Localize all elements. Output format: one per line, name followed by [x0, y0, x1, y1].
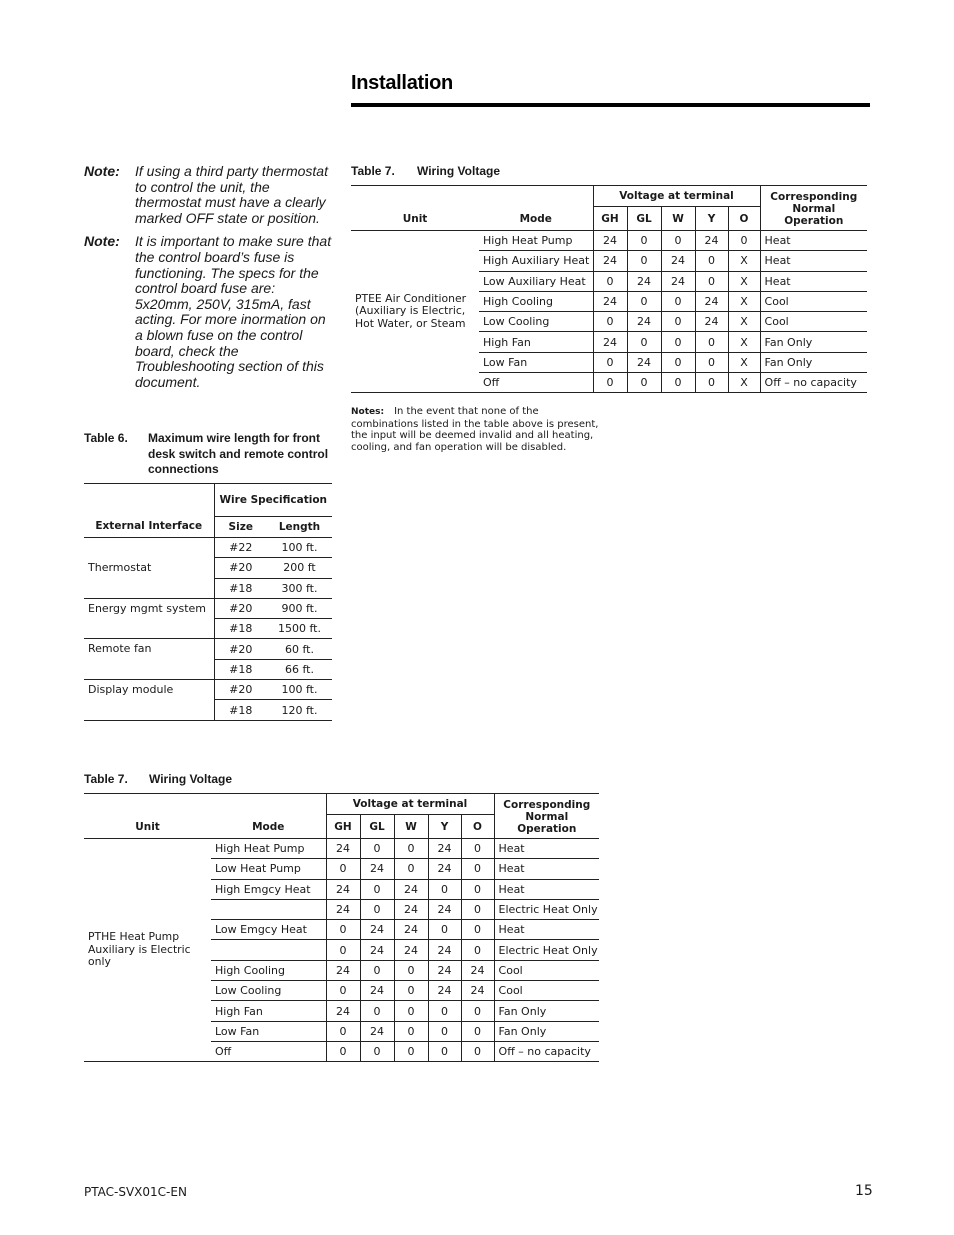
gl-cell: 24 [627, 271, 661, 291]
gl-cell: 0 [360, 1001, 394, 1021]
size-cell: #18 [214, 659, 267, 679]
mode-cell: Low Emgcy Heat [211, 920, 326, 940]
y-cell: 24 [428, 940, 461, 960]
o-cell: 24 [461, 981, 494, 1001]
note-item [84, 164, 332, 226]
y-cell: 0 [695, 352, 728, 372]
gl-cell: 0 [627, 291, 661, 311]
unit-cell: PTEE Air Conditioner (Auxiliary is Electric, Hot Water, or Steam [351, 231, 479, 393]
gl-cell: 24 [360, 940, 394, 960]
y-cell: 24 [428, 981, 461, 1001]
gh-cell: 24 [593, 291, 627, 311]
operation-cell: Electric Heat Only [494, 940, 599, 960]
col-header-corresponding: Corresponding Normal Operation [494, 794, 599, 839]
gl-cell: 0 [360, 879, 394, 899]
y-cell: 24 [428, 960, 461, 980]
operation-cell: Electric Heat Only [494, 899, 599, 919]
o-cell: 0 [461, 1041, 494, 1061]
operation-cell: Heat [760, 231, 867, 251]
notes-text: In the event that none of the combinations listed in the table above is present, the input will be deemed invalid and all heating, cooling, and fan operation will be disabled. [351, 406, 599, 453]
gh-cell: 0 [326, 920, 360, 940]
operation-cell: Fan Only [760, 332, 867, 352]
w-cell: 24 [661, 271, 695, 291]
table-row [84, 538, 332, 558]
w-cell: 0 [661, 373, 695, 393]
mode-cell: Low Cooling [479, 312, 593, 332]
table7b-caption [84, 772, 232, 788]
gl-cell: 0 [627, 231, 661, 251]
col-header-o: O [728, 207, 760, 231]
note-text: It is important to make sure that the control board’s fuse is functioning. The specs for the control board fuse are: 5x20mm, 250V, 315mA, fast acting. For more inormation on a blown fuse on the control board, check the Troubleshooting section of this document. [135, 233, 332, 390]
gh-cell: 24 [593, 332, 627, 352]
o-cell: 0 [461, 940, 494, 960]
o-cell: 0 [461, 879, 494, 899]
table7a-body [351, 231, 867, 393]
table-title: Wiring Voltage [149, 772, 233, 786]
gl-cell: 0 [627, 332, 661, 352]
operation-cell: Fan Only [494, 1001, 599, 1021]
mode-cell: High Cooling [211, 960, 326, 980]
col-header-gl: GL [627, 207, 661, 231]
w-cell: 0 [661, 352, 695, 372]
operation-cell: Heat [494, 879, 599, 899]
y-cell: 0 [428, 1041, 461, 1061]
o-cell: 24 [461, 960, 494, 980]
operation-cell: Cool [494, 960, 599, 980]
gh-cell: 24 [326, 839, 360, 859]
gl-cell: 0 [360, 1041, 394, 1061]
header-rule [351, 103, 870, 107]
operation-cell: Cool [760, 312, 867, 332]
size-cell: #20 [214, 680, 267, 700]
table-row [84, 680, 332, 700]
operation-cell: Fan Only [760, 352, 867, 372]
col-header-corresponding: Corresponding Normal Operation [760, 186, 867, 231]
operation-cell: Heat [760, 271, 867, 291]
footer-doc-id: PTAC-SVX01C-EN [84, 1185, 187, 1199]
w-cell: 0 [661, 231, 695, 251]
gl-cell: 0 [360, 960, 394, 980]
y-cell: 24 [428, 859, 461, 879]
w-cell: 0 [394, 839, 428, 859]
col-header-unit: Unit [402, 213, 428, 225]
table7b-body [84, 839, 599, 1062]
operation-cell: Heat [760, 251, 867, 271]
mode-cell: Low Auxiliary Heat [479, 271, 593, 291]
col-header-w: W [661, 207, 695, 231]
w-cell: 0 [661, 312, 695, 332]
gl-cell: 24 [360, 1021, 394, 1041]
table-row [84, 639, 332, 659]
size-cell: #18 [214, 578, 267, 598]
gl-cell: 24 [627, 352, 661, 372]
operation-cell: Heat [494, 920, 599, 940]
table-number: Table 6. [84, 431, 128, 445]
size-cell: #18 [214, 619, 267, 639]
length-cell: 300 ft. [267, 578, 332, 598]
col-header-length: Length [278, 521, 321, 533]
table-title: Maximum wire length for front desk switch and remote control connections [148, 431, 329, 476]
w-cell: 0 [394, 960, 428, 980]
y-cell: 24 [428, 899, 461, 919]
size-cell: #18 [214, 700, 267, 720]
o-cell: 0 [461, 899, 494, 919]
o-cell: X [728, 312, 760, 332]
w-cell: 24 [394, 940, 428, 960]
interface-cell: Thermostat [84, 538, 214, 599]
gl-cell: 24 [627, 312, 661, 332]
operation-cell: Cool [494, 981, 599, 1001]
o-cell: 0 [728, 231, 760, 251]
col-header-unit: Unit [135, 821, 160, 833]
gh-cell: 0 [593, 312, 627, 332]
size-cell: #20 [214, 598, 267, 618]
table7b [84, 793, 599, 1062]
col-header-o: O [461, 815, 494, 839]
table-number: Table 7. [84, 772, 128, 786]
table-row [84, 598, 332, 618]
y-cell: 24 [695, 291, 728, 311]
col-header-size: Size [228, 521, 253, 533]
note-text: If using a third party thermostat to control the unit, the thermostat must have a clearly marked OFF state or position. [135, 163, 328, 226]
w-cell: 0 [394, 981, 428, 1001]
table6 [84, 483, 332, 721]
w-cell: 24 [394, 879, 428, 899]
col-header-w: W [394, 815, 428, 839]
y-cell: 0 [428, 879, 461, 899]
y-cell: 24 [695, 312, 728, 332]
mode-cell: High Cooling [479, 291, 593, 311]
mode-cell: High Emgcy Heat [211, 879, 326, 899]
o-cell: X [728, 291, 760, 311]
gh-cell: 0 [326, 981, 360, 1001]
table-number: Table 7. [351, 164, 395, 178]
gh-cell: 0 [326, 1021, 360, 1041]
unit-cell: PTHE Heat Pump Auxiliary is Electric only [84, 839, 211, 1062]
w-cell: 0 [394, 859, 428, 879]
y-cell: 0 [428, 1021, 461, 1041]
col-header-mode: Mode [519, 213, 552, 225]
col-header-voltage: Voltage at terminal [593, 186, 760, 207]
o-cell: 0 [461, 839, 494, 859]
y-cell: 24 [428, 839, 461, 859]
mode-cell [211, 940, 326, 960]
size-cell: #22 [214, 538, 267, 558]
col-header-y: Y [695, 207, 728, 231]
w-cell: 0 [394, 1001, 428, 1021]
table6-caption [84, 431, 332, 478]
col-header-external: External Interface [84, 484, 214, 538]
gh-cell: 0 [593, 271, 627, 291]
size-cell: #20 [214, 639, 267, 659]
gh-cell: 24 [326, 899, 360, 919]
notes-label: Notes: [351, 407, 385, 417]
length-cell: 60 ft. [267, 639, 332, 659]
o-cell: 0 [461, 920, 494, 940]
length-cell: 1500 ft. [267, 619, 332, 639]
operation-cell: Cool [760, 291, 867, 311]
y-cell: 0 [428, 920, 461, 940]
interface-cell: Display module [84, 680, 214, 721]
gl-cell: 24 [360, 920, 394, 940]
mode-cell: Low Heat Pump [211, 859, 326, 879]
y-cell: 0 [695, 251, 728, 271]
o-cell: X [728, 251, 760, 271]
page-title: Installation [351, 72, 453, 94]
mode-cell [211, 899, 326, 919]
mode-cell: High Fan [479, 332, 593, 352]
gh-cell: 24 [593, 231, 627, 251]
note-label: Note: [84, 163, 120, 179]
gl-cell: 0 [627, 373, 661, 393]
col-header-gh: GH [593, 207, 627, 231]
gh-cell: 24 [593, 251, 627, 271]
gh-cell: 24 [326, 1001, 360, 1021]
y-cell: 24 [695, 231, 728, 251]
operation-cell: Fan Only [494, 1021, 599, 1041]
o-cell: X [728, 332, 760, 352]
gh-cell: 0 [593, 352, 627, 372]
table-row [351, 231, 867, 251]
w-cell: 24 [661, 251, 695, 271]
length-cell: 100 ft. [267, 680, 332, 700]
y-cell: 0 [695, 332, 728, 352]
operation-cell: Heat [494, 859, 599, 879]
w-cell: 0 [394, 1041, 428, 1061]
mode-cell: High Heat Pump [479, 231, 593, 251]
col-header-gh: GH [326, 815, 360, 839]
col-header-wirespec: Wire Specification [214, 484, 332, 517]
o-cell: X [728, 352, 760, 372]
y-cell: 0 [695, 271, 728, 291]
mode-cell: High Fan [211, 1001, 326, 1021]
length-cell: 120 ft. [267, 700, 332, 720]
table-title: Wiring Voltage [417, 164, 501, 178]
note-label: Note: [84, 233, 120, 250]
note-item [84, 234, 332, 390]
table-row [84, 839, 599, 859]
o-cell: X [728, 271, 760, 291]
y-cell: 0 [428, 1001, 461, 1021]
gl-cell: 24 [360, 859, 394, 879]
gl-cell: 0 [360, 899, 394, 919]
col-header-gl: GL [360, 815, 394, 839]
length-cell: 900 ft. [267, 598, 332, 618]
o-cell: 0 [461, 1001, 494, 1021]
gl-cell: 24 [360, 981, 394, 1001]
length-cell: 66 ft. [267, 659, 332, 679]
mode-cell: High Heat Pump [211, 839, 326, 859]
gh-cell: 0 [593, 373, 627, 393]
table7a [351, 185, 867, 393]
gh-cell: 0 [326, 940, 360, 960]
w-cell: 24 [394, 920, 428, 940]
gl-cell: 0 [627, 251, 661, 271]
gh-cell: 24 [326, 879, 360, 899]
size-cell: #20 [214, 558, 267, 578]
col-header-y: Y [428, 815, 461, 839]
length-cell: 100 ft. [267, 538, 332, 558]
notes-section [84, 164, 332, 398]
mode-cell: Low Cooling [211, 981, 326, 1001]
o-cell: 0 [461, 859, 494, 879]
table7a-caption [351, 164, 500, 180]
operation-cell: Heat [494, 839, 599, 859]
mode-cell: Low Fan [479, 352, 593, 372]
operation-cell: Off – no capacity [760, 373, 867, 393]
interface-cell: Remote fan [84, 639, 214, 680]
w-cell: 24 [394, 899, 428, 919]
w-cell: 0 [661, 291, 695, 311]
y-cell: 0 [695, 373, 728, 393]
col-header-mode: Mode [252, 821, 285, 833]
operation-cell: Off – no capacity [494, 1041, 599, 1061]
mode-cell: Off [479, 373, 593, 393]
col-header-voltage: Voltage at terminal [326, 794, 494, 815]
mode-cell: High Auxiliary Heat [479, 251, 593, 271]
gh-cell: 0 [326, 1041, 360, 1061]
table6-body [84, 538, 332, 721]
table7a-notes [351, 406, 601, 453]
gl-cell: 0 [360, 839, 394, 859]
footer-page-number: 15 [855, 1183, 873, 1199]
gh-cell: 24 [326, 960, 360, 980]
interface-cell: Energy mgmt system [84, 598, 214, 639]
o-cell: 0 [461, 1021, 494, 1041]
w-cell: 0 [661, 332, 695, 352]
mode-cell: Off [211, 1041, 326, 1061]
o-cell: X [728, 373, 760, 393]
w-cell: 0 [394, 1021, 428, 1041]
length-cell: 200 ft [267, 558, 332, 578]
gh-cell: 0 [326, 859, 360, 879]
mode-cell: Low Fan [211, 1021, 326, 1041]
